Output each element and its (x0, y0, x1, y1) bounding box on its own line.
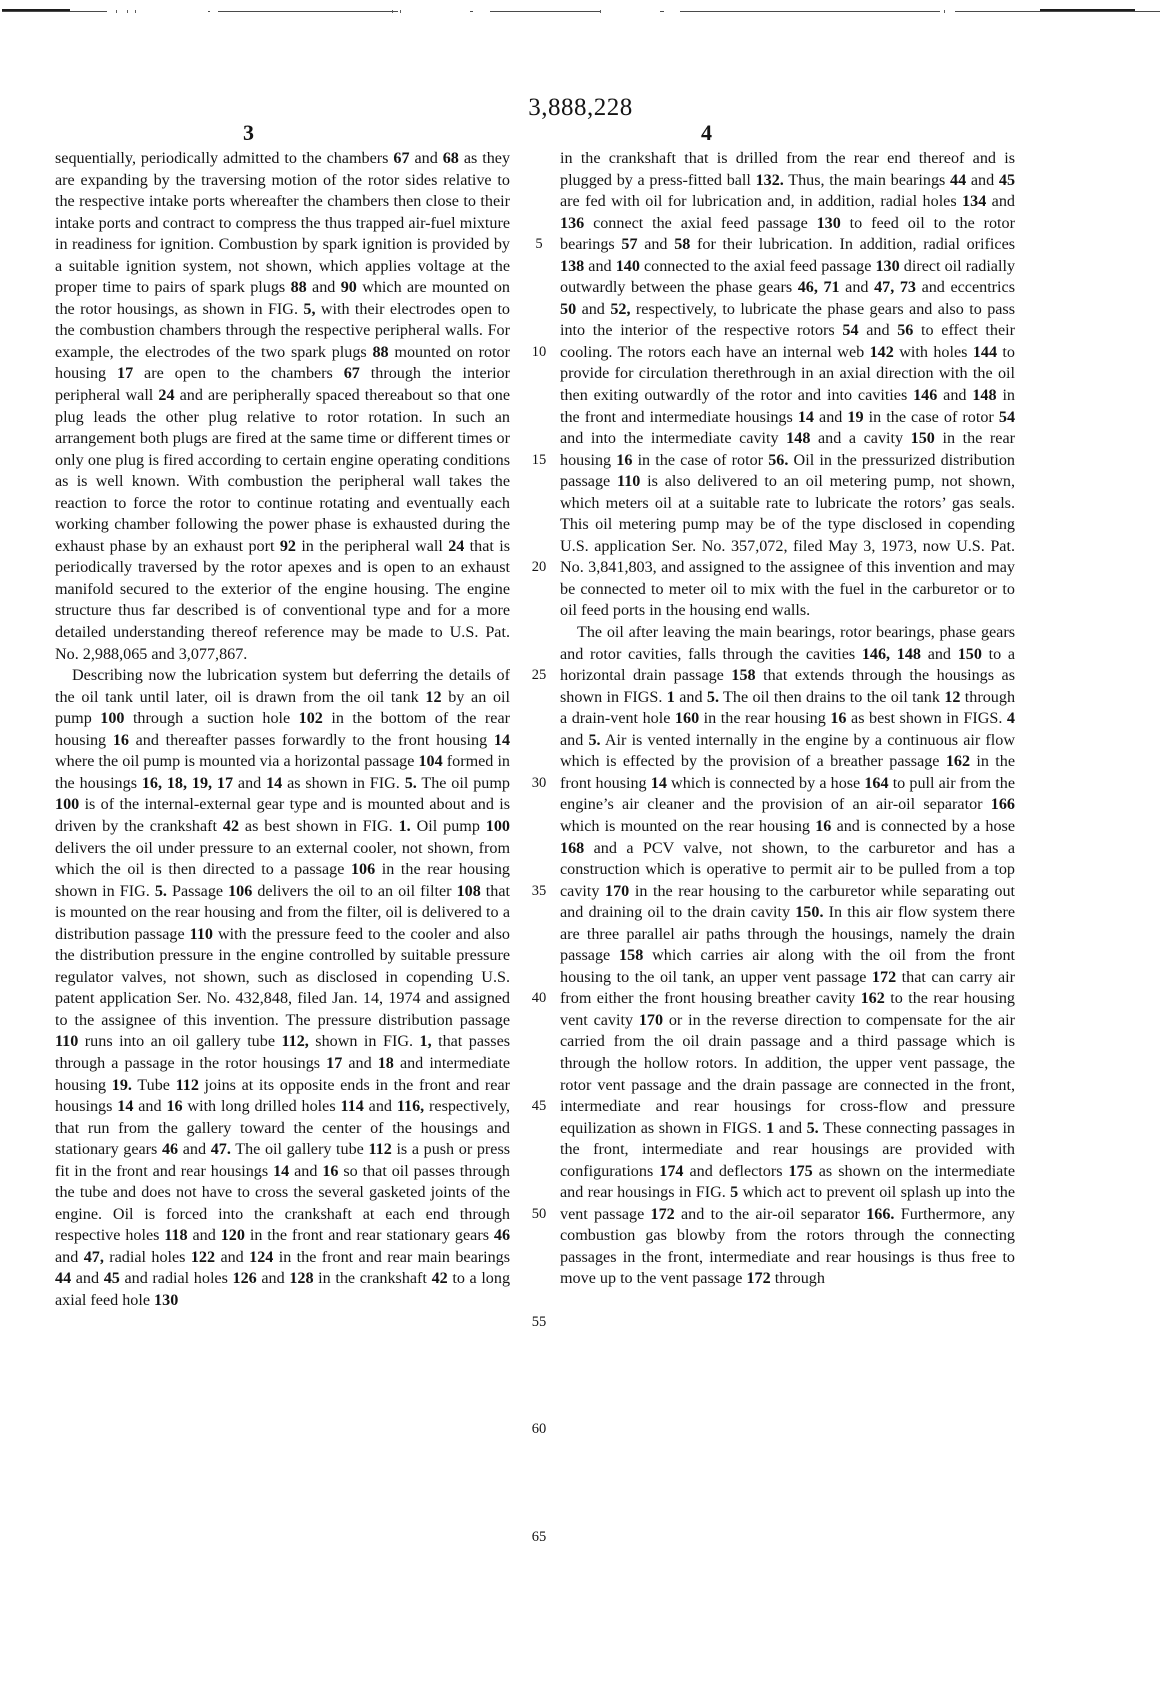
reference-numeral: 120 (220, 1227, 245, 1245)
line-number: 55 (531, 1313, 547, 1330)
reference-numeral: 68 (442, 150, 459, 167)
reference-numeral: 110 (189, 925, 213, 943)
reference-numeral: 19 (847, 408, 864, 426)
reference-numeral: 67 (343, 365, 360, 383)
paragraph: in the crankshaft that is drilled from the rear end thereof and is plugged by a press-fitted ball 132. Thus, the main bearings 44 and 45 are fed with oil for lubrication and, in addition, radial holes 134 and 136 connect the axial feed passage 130 to feed oil to the rotor bearings 57 and 58 for their lubrication. In addition, radial orifices 138 and 140 connected to the axial feed passage 130 direct oil radially outwardly between the phase gears 46, 71 and 47, 73 and eccentrics 50 and 52, respectively, to lubricate the phase gears and also to pass into the interior of the respective rotors 54 and 56 to effect their cooling. The rotors each have an internal web 142 with holes 144 to provide for circulation therethrough in an axial direction with the oil then exiting outwardly of the rotor and into cavities 146 and 148 in the front and intermediate housings 14 and 19 in the case of rotor 54 and into the intermediate cavity 148 and a cavity 150 in the rear housing 16 in the case of rotor 56. Oil in the pressurized distribution passage 110 is also delivered to an oil metering pump, not shown, which meters oil at a suitable rate to lubricate the rotors’ gas seals. This oil metering pump may be of the type disclosed in copending U.S. application Ser. No. 357,072, filed May 3, 1973, now U.S. Pat. No. 3,841,803, and assigned to the assignee of this invention and may be connected to meter oil to mix with the fuel in the carburetor or to oil feed ports in the housing end walls. (560, 150, 1016, 620)
column-number-right: 4 (701, 120, 712, 145)
reference-numeral: 42 (222, 817, 240, 835)
reference-numeral: 45 (103, 1270, 120, 1288)
reference-numeral: 1, (419, 1033, 432, 1051)
reference-numeral: 46 (493, 1227, 511, 1245)
reference-numeral: 24 (448, 537, 465, 555)
reference-numeral: 142 (869, 343, 894, 361)
reference-numeral: 168 (560, 839, 585, 857)
reference-numeral: 1 (666, 688, 675, 706)
reference-numeral: 112 (175, 1076, 199, 1094)
reference-numeral: 166. (866, 1205, 895, 1223)
reference-numeral: 47. (210, 1141, 231, 1159)
scan-edge-artifacts (0, 0, 1161, 26)
reference-numeral: 172 (871, 968, 897, 986)
line-number: 50 (531, 1205, 547, 1222)
reference-numeral: 58 (674, 236, 691, 254)
reference-numeral: 16 (830, 710, 847, 728)
reference-numeral: 126 (232, 1270, 257, 1288)
reference-numeral: 5. (806, 1119, 819, 1137)
reference-numeral: 110 (617, 473, 641, 491)
reference-numeral: 148 (972, 387, 997, 405)
reference-numeral: 47, 73 (874, 279, 916, 297)
reference-numeral: 172 (746, 1270, 771, 1288)
line-number: 15 (531, 451, 547, 468)
reference-numeral: 46, 71 (797, 279, 840, 297)
line-number-gutter (521, 148, 557, 1668)
reference-numeral: 16 (815, 817, 832, 835)
reference-numeral: 150 (910, 430, 935, 448)
reference-numeral: 88 (372, 343, 389, 361)
reference-numeral: 158 (731, 667, 756, 685)
reference-numeral: 45 (998, 171, 1016, 189)
reference-numeral: 14 (650, 774, 667, 792)
reference-numeral: 54 (842, 322, 859, 340)
reference-numeral: 90 (340, 279, 357, 297)
reference-numeral: 16, 18, 19, 17 (141, 774, 234, 792)
reference-numeral: 52, (610, 300, 631, 318)
reference-numeral: 106 (350, 861, 376, 879)
reference-numeral: 14 (493, 731, 511, 749)
reference-numeral: 162 (945, 753, 971, 771)
reference-numeral: 170 (605, 882, 630, 900)
reference-numeral: 136 (560, 214, 585, 232)
reference-numeral: 110 (55, 1033, 79, 1051)
paragraph: The oil after leaving the main bearings, rotor bearings, phase gears and rotor cavities, falls through the cavities 146, 148 and 150 to a horizontal drain passage 158 that extends through the housings as shown in FIGS. 1 and 5. The oil then drains to the oil tank 12 through a drain-vent hole 160 in the rear housing 16 as best shown in FIGS. 4 and 5. Air is vented internally in the engine by a continuous air flow which is effected by the provision of a breather passage 162 in the front housing 14 which is connected by a hose 164 to pull air from the engine’s air cleaner and the provision of an air-oil separator 166 which is mounted on the rear housing 16 and is connected by a hose 168 and a PCV valve, not shown, to the carburetor and has a construction which is operative to permit air to be pulled from a top cavity 170 in the rear housing to the carburetor while separating out and draining oil to the drain cavity 150. In this air flow system there are three parallel air paths through the housings, namely the drain passage 158 which carries air along with the oil from the front housing to the oil tank, an upper vent passage 172 that can carry air from either the front housing breather cavity 162 to the rear housing vent cavity 170 or in the reverse direction to compensate for the air carried from the oil drain passage and a third passage which is through the hollow rotors. In addition, the upper vent passage, the rotor vent passage and the drain passage are connected in the front, intermediate and rear housings for cross-flow and pressure equilization as shown in FIGS. 1 and 5. These connecting passages in the front, intermediate and rear housings are provided with configurations 174 and deflectors 175 as shown on the intermediate and rear housings in FIG. 5 which act to prevent oil splash up into the vent passage 172 and to the air-oil separator 166. Furthermore, any combustion gas blowby from the rotors through the connecting passages in the front, intermediate and rear housings is thus free to move up to the vent passage 172 through (560, 624, 1016, 1288)
reference-numeral: 14 (797, 408, 814, 426)
reference-numeral: 124 (249, 1248, 274, 1266)
reference-numeral: 5, (303, 300, 316, 318)
reference-numeral: 56. (768, 451, 789, 469)
reference-numeral: 12 (944, 688, 961, 706)
reference-numeral: 24 (158, 387, 175, 405)
reference-numeral: 17 (326, 1054, 343, 1072)
reference-numeral: 44 (55, 1270, 72, 1288)
reference-numeral: 47, (83, 1248, 104, 1266)
reference-numeral: 114 (340, 1098, 364, 1116)
reference-numeral: 46 (161, 1141, 179, 1159)
reference-numeral: 14 (273, 1162, 290, 1180)
line-number: 40 (531, 990, 547, 1007)
reference-numeral: 5. (154, 882, 167, 900)
reference-numeral: 5. (588, 731, 601, 749)
reference-numeral: 42 (431, 1270, 448, 1288)
reference-numeral: 5. (706, 688, 719, 706)
reference-numeral: 4 (1006, 710, 1015, 728)
line-number: 65 (531, 1529, 547, 1546)
reference-numeral: 112, (281, 1033, 309, 1051)
line-number: 35 (531, 882, 547, 899)
reference-numeral: 166 (990, 796, 1015, 814)
reference-numeral: 1 (766, 1119, 775, 1137)
line-number: 5 (535, 236, 543, 253)
reference-numeral: 158 (619, 947, 644, 965)
text-column-right (560, 148, 1015, 1290)
line-number: 45 (531, 1098, 547, 1115)
reference-numeral: 146, 148 (861, 645, 921, 663)
line-number: 30 (531, 774, 547, 791)
reference-numeral: 1. (398, 817, 411, 835)
column-number-left: 3 (243, 120, 254, 145)
reference-numeral: 150 (957, 645, 982, 663)
line-number: 10 (531, 343, 547, 360)
reference-numeral: 16 (322, 1162, 339, 1180)
paragraph: sequentially, periodically admitted to the chambers 67 and 68 as they are expanding by the traversing motion of the rotor sides relative to the respective intake ports whereafter the chambers then close to their intake ports and contract to compress the thus trapped air-fuel mixture in readiness for ignition. Combustion by spark ignition is provided by a suitable ignition system, not shown, which applies voltage at the proper time to pairs of spark plugs 88 and 90 which are mounted on the rotor housings, as shown in FIG. 5, with their electrodes open to the combustion chambers through the respective peripheral walls. For example, the electrodes of the two spark plugs 88 mounted on rotor housing 17 are open to the chambers 67 through the interior peripheral wall 24 and are peripherally spaced thereabout so that one plug leads the other plug relative to rotor rotation. In such an arrangement both plugs are fired at the same time or different times or only one plug is fired according to certain engine operating conditions as is well known. With combustion the peripheral wall takes the reaction to force the rotor to continue rotating and eventually each working chamber following the power phase is exhausted during the exhaust phase by an exhaust port 92 in the peripheral wall 24 that is periodically traversed by the rotor apexes and is open to an exhaust manifold secured to the exterior of the engine housing. The engine structure thus far described is of conventional type and for a more detailed understanding thereof reference may be made to U.S. Pat. No. 2,988,065 and 3,077,867. (55, 150, 511, 663)
reference-numeral: 16 (166, 1098, 183, 1116)
reference-numeral: 14 (117, 1098, 134, 1116)
patent-number: 3,888,228 (528, 94, 633, 121)
reference-numeral: 170 (638, 1011, 664, 1029)
reference-numeral: 116, (396, 1098, 425, 1116)
reference-numeral: 100 (55, 796, 80, 814)
reference-numeral: 92 (279, 537, 296, 555)
reference-numeral: 5 (730, 1184, 739, 1202)
reference-numeral: 14 (266, 774, 283, 792)
reference-numeral: 148 (786, 430, 811, 448)
reference-numeral: 104 (418, 753, 443, 771)
reference-numeral: 128 (289, 1270, 314, 1288)
reference-numeral: 118 (164, 1227, 188, 1245)
reference-numeral: 108 (456, 882, 481, 900)
reference-numeral: 17 (117, 365, 134, 383)
reference-numeral: 112 (368, 1141, 392, 1159)
reference-numeral: 54 (998, 408, 1016, 426)
reference-numeral: 175 (788, 1162, 813, 1180)
line-number: 20 (531, 559, 547, 576)
reference-numeral: 88 (290, 279, 307, 297)
reference-numeral: 16 (616, 451, 633, 469)
reference-numeral: 106 (228, 882, 253, 900)
reference-numeral: 56 (897, 322, 914, 340)
reference-numeral: 102 (298, 710, 323, 728)
reference-numeral: 150. (795, 904, 824, 922)
reference-numeral: 144 (972, 343, 998, 361)
reference-numeral: 12 (425, 688, 442, 706)
reference-numeral: 164 (864, 774, 889, 792)
reference-numeral: 138 (560, 257, 585, 275)
reference-numeral: 50 (560, 300, 577, 318)
reference-numeral: 57 (621, 236, 638, 254)
text-column-left (55, 148, 510, 1312)
reference-numeral: 100 (485, 817, 510, 835)
reference-numeral: 67 (393, 150, 410, 167)
reference-numeral: 130 (816, 214, 841, 232)
paragraph: Describing now the lubrication system but deferring the details of the oil tank until later, oil is drawn from the oil tank 12 by an oil pump 100 through a suction hole 102 in the bottom of the rear housing 16 and thereafter passes forwardly to the front housing 14 where the oil pump is mounted via a horizontal passage 104 formed in the housings 16, 18, 19, 17 and 14 as shown in FIG. 5. The oil pump 100 is of the internal-external gear type and is mounted about and is driven by the crankshaft 42 as best shown in FIG. 1. Oil pump 100 delivers the oil under pressure to an external cooler, not shown, from which the oil is then directed to a passage 106 in the rear housing shown in FIG. 5. Passage 106 delivers the oil to an oil filter 108 that is mounted on the rear housing and from the filter, oil is delivered to a distribution passage 110 with the pressure feed to the cooler and also the distribution pressure in the engine controlled by suitable pressure regulator valves, not shown, such as disclosed in copending U.S. patent application Ser. No. 432,848, filed Jan. 14, 1974 and assigned to the assignee of this invention. The pressure distribution passage 110 runs into an oil gallery tube 112, shown in FIG. 1, that passes through a passage in the rotor housings 17 and 18 and intermediate housing 19. Tube 112 joins at its opposite ends in the front and rear housings 14 and 16 with long drilled holes 114 and 116, respectively, that run from the gallery toward the center of the housings and stationary gears 46 and 47. The oil gallery tube 112 is a push or press fit in the front and rear housings 14 and 16 so that oil passes through the tube and does not have to cross the several gasketed joints of the engine. Oil is forced into the crankshaft at each end through respective holes 118 and 120 in the front and rear stationary gears 46 and 47, radial holes 122 and 124 in the front and rear main bearings 44 and 45 and radial holes 126 and 128 in the crankshaft 42 to a long axial feed hole 130 (55, 667, 511, 1309)
reference-numeral: 162 (860, 990, 885, 1008)
reference-numeral: 146 (913, 387, 938, 405)
reference-numeral: 174 (659, 1162, 684, 1180)
reference-numeral: 160 (674, 710, 700, 728)
reference-numeral: 140 (615, 257, 640, 275)
reference-numeral: 19. (111, 1076, 132, 1094)
reference-numeral: 130 (875, 257, 900, 275)
reference-numeral: 130 (154, 1291, 179, 1309)
reference-numeral: 132. (755, 171, 784, 189)
reference-numeral: 122 (190, 1248, 216, 1266)
line-number: 60 (531, 1421, 547, 1438)
page-body (0, 148, 1161, 1668)
reference-numeral: 44 (950, 171, 967, 189)
reference-numeral: 100 (100, 710, 125, 728)
reference-numeral: 5. (404, 774, 417, 792)
reference-numeral: 18 (377, 1054, 394, 1072)
line-number: 25 (531, 667, 547, 684)
reference-numeral: 16 (112, 731, 129, 749)
reference-numeral: 134 (962, 193, 987, 211)
reference-numeral: 172 (650, 1205, 675, 1223)
